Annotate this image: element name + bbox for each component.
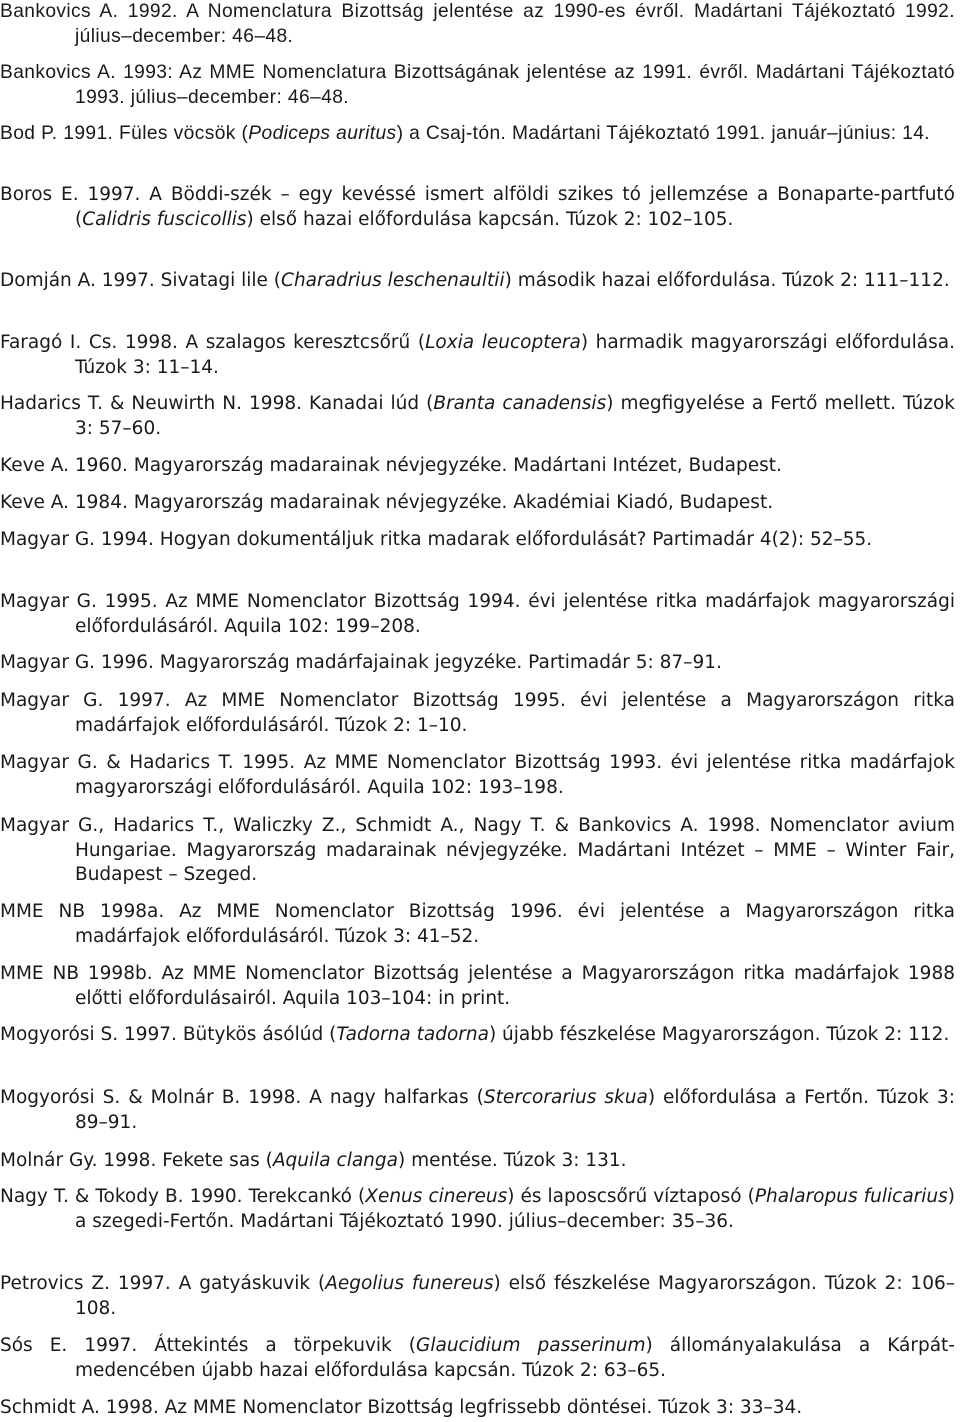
reference-text: Mogyorósi S. 1997. Bütykös ásólúd ( [0,1024,337,1045]
reference-entry [0,900,955,949]
reference-text: Magyar G. 1995. Az MME Nomenclator Bizottság 1994. évi jelentése ritka madárfajok magyarországi előfordulásáról. Aquila 102: 199–208. [0,591,955,637]
species-name: Aegolius funereus [325,1273,494,1294]
reference-entry [0,1149,955,1174]
reference-text: Bankovics A. 1992. A Nomenclatura Bizottság jelentése az 1990-es évről. Madártani Tájékoztató 1992. július–december: 46–48. [0,1,955,47]
reference-entry [0,1086,955,1135]
species-name: Stercorarius skua [483,1087,648,1108]
species-name: Podiceps auritus [248,123,397,144]
reference-text: ) állományalakulása a Kárpát-medencében újabb hazai előfordulása kapcsán. Túzok 2: 63–65. [75,1335,955,1381]
reference-text: ) újabb fészkelése Magyarországon. Túzok 2: 112. [488,1024,950,1045]
reference-entry [0,651,955,676]
species-name: Aquila clanga [272,1150,398,1171]
species-name: Phalaropus fulicarius [754,1186,948,1207]
reference-entry [0,814,955,888]
reference-entry [0,61,955,110]
reference-text: Magyar G. 1994. Hogyan dokumentáljuk ritka madarak előfordulását? Partimadár 4(2): 52–55. [0,529,873,550]
reference-text: ) előfordulása a Fertőn. Túzok 3: 89–91. [75,1087,955,1133]
reference-text: Bod P. 1991. Füles vöcsök ( [0,123,249,144]
reference-text: ) első hazai előfordulása kapcsán. Túzok 2: 102–105. [246,208,734,230]
reference-entry [0,528,955,553]
reference-text: Schmidt A. 1998. Az MME Nomenclator Bizottság legfrissebb döntései. Túzok 3: 33–34. [0,1397,803,1418]
reference-text: Bankovics A. 1993: Az MME Nomenclatura Bizottságának jelentése az 1991. évről. Madártani Tájékoztató 1993. július–december: 46–48. [0,62,955,108]
reference-text: Faragó I. Cs. 1998. A szalagos keresztcsőrű ( [0,332,426,353]
species-name: Calidris fuscicollis [82,208,247,230]
reference-text: Keve A. 1984. Magyarország madarainak névjegyzéke. Akadémiai Kiadó, Budapest. [0,492,774,513]
reference-text: MME NB 1998b. Az MME Nomenclator Bizottság jelentése a Magyarországon ritka madárfajok 1988 előtti előfordulásairól. Aquila 103–104: in print. [0,963,955,1009]
reference-text: Keve A. 1960. Magyarország madarainak névjegyzéke. Madártani Intézet, Budapest. [0,455,782,476]
reference-text: Mogyorósi S. & Molnár B. 1998. A nagy halfarkas ( [0,1087,484,1108]
reference-entry [0,269,955,294]
reference-text: Hadarics T. & Neuwirth N. 1998. Kanadai lúd ( [0,393,434,414]
reference-entry [0,962,955,1011]
reference-entry [0,1272,955,1321]
reference-entry [0,1334,955,1383]
reference-text: MME NB 1998a. Az MME Nomenclator Bizottság 1996. évi jelentése a Magyarországon ritka madárfajok előfordulásáról. Túzok 3: 41–52. [0,901,955,947]
reference-text: Magyar G. 1996. Magyarország madárfajainak jegyzéke. Partimadár 5: 87–91. [0,652,722,673]
species-name: Charadrius leschenaultii [281,270,505,291]
reference-text: Magyar G. 1997. Az MME Nomenclator Bizottság 1995. évi jelentése a Magyarországon ritka madárfajok előfordulásáról. Túzok 2: 1–10. [0,690,955,736]
species-name: Loxia leucoptera [425,332,581,353]
reference-entry [0,751,955,800]
reference-entry [0,331,955,380]
reference-text: Magyar G. & Hadarics T. 1995. Az MME Nomenclator Bizottság 1993. évi jelentése ritka madárfajok magyarországi előfordulásáról. Aquila 102: 193–198. [0,752,955,798]
species-name: Tadorna tadorna [336,1024,489,1045]
reference-text: ) mentése. Túzok 3: 131. [397,1150,627,1171]
reference-entry [0,1396,955,1421]
reference-text: ) és laposcsőrű víztaposó ( [507,1186,755,1207]
reference-text: Boros E. 1997. A Böddi-szék – egy kevéssé ismert alföldi szikes tó jellemzése a Bonaparte-partfutó ( [0,184,955,230]
reference-text: Sós E. 1997. Áttekintés a törpekuvik ( [0,1335,417,1356]
reference-text: ) harmadik magyarországi előfordulása. Túzok 3: 11–14. [75,332,955,378]
reference-entry [0,1023,955,1048]
species-name: Branta canadensis [433,393,607,414]
reference-text: Nagy T. & Tokody B. 1990. Terekcankó ( [0,1186,366,1207]
reference-text: ) második hazai előfordulása. Túzok 2: 111–112. [504,270,950,291]
reference-text: ) a szegedi-Fertőn. Madártani Tájékoztató 1990. július–december: 35–36. [75,1186,955,1232]
reference-text: Domján A. 1997. Sivatagi lile ( [0,270,282,291]
reference-entry [0,392,955,441]
species-name: Xenus cinereus [365,1186,508,1207]
reference-entry [0,1185,955,1234]
reference-entry [0,590,955,639]
reference-text: ) első fészkelése Magyarországon. Túzok 2: 106–108. [75,1273,955,1319]
reference-entry [0,183,955,232]
reference-text: Molnár Gy. 1998. Fekete sas ( [0,1150,273,1171]
reference-entry [0,491,955,516]
reference-text: ) a Csaj-tón. Madártani Tájékoztató 1991. január–június: 14. [396,123,931,144]
reference-entry [0,122,955,147]
reference-text: Magyar G., Hadarics T., Waliczky Z., Schmidt A., Nagy T. & Bankovics A. 1998. Nomenclator avium Hungariae. Magyarország madarainak névjegyzéke. Madártani Intézet – MME – Winter Fair, Budapest – Szeged. [0,815,955,885]
reference-text: ) megfigyelése a Fertő mellett. Túzok 3: 57–60. [75,393,956,439]
reference-entry [0,0,955,49]
species-name: Glaucidium passerinum [416,1335,646,1356]
reference-entry [0,454,955,479]
reference-text: Petrovics Z. 1997. A gatyáskuvik ( [0,1273,326,1294]
reference-entry [0,689,955,738]
